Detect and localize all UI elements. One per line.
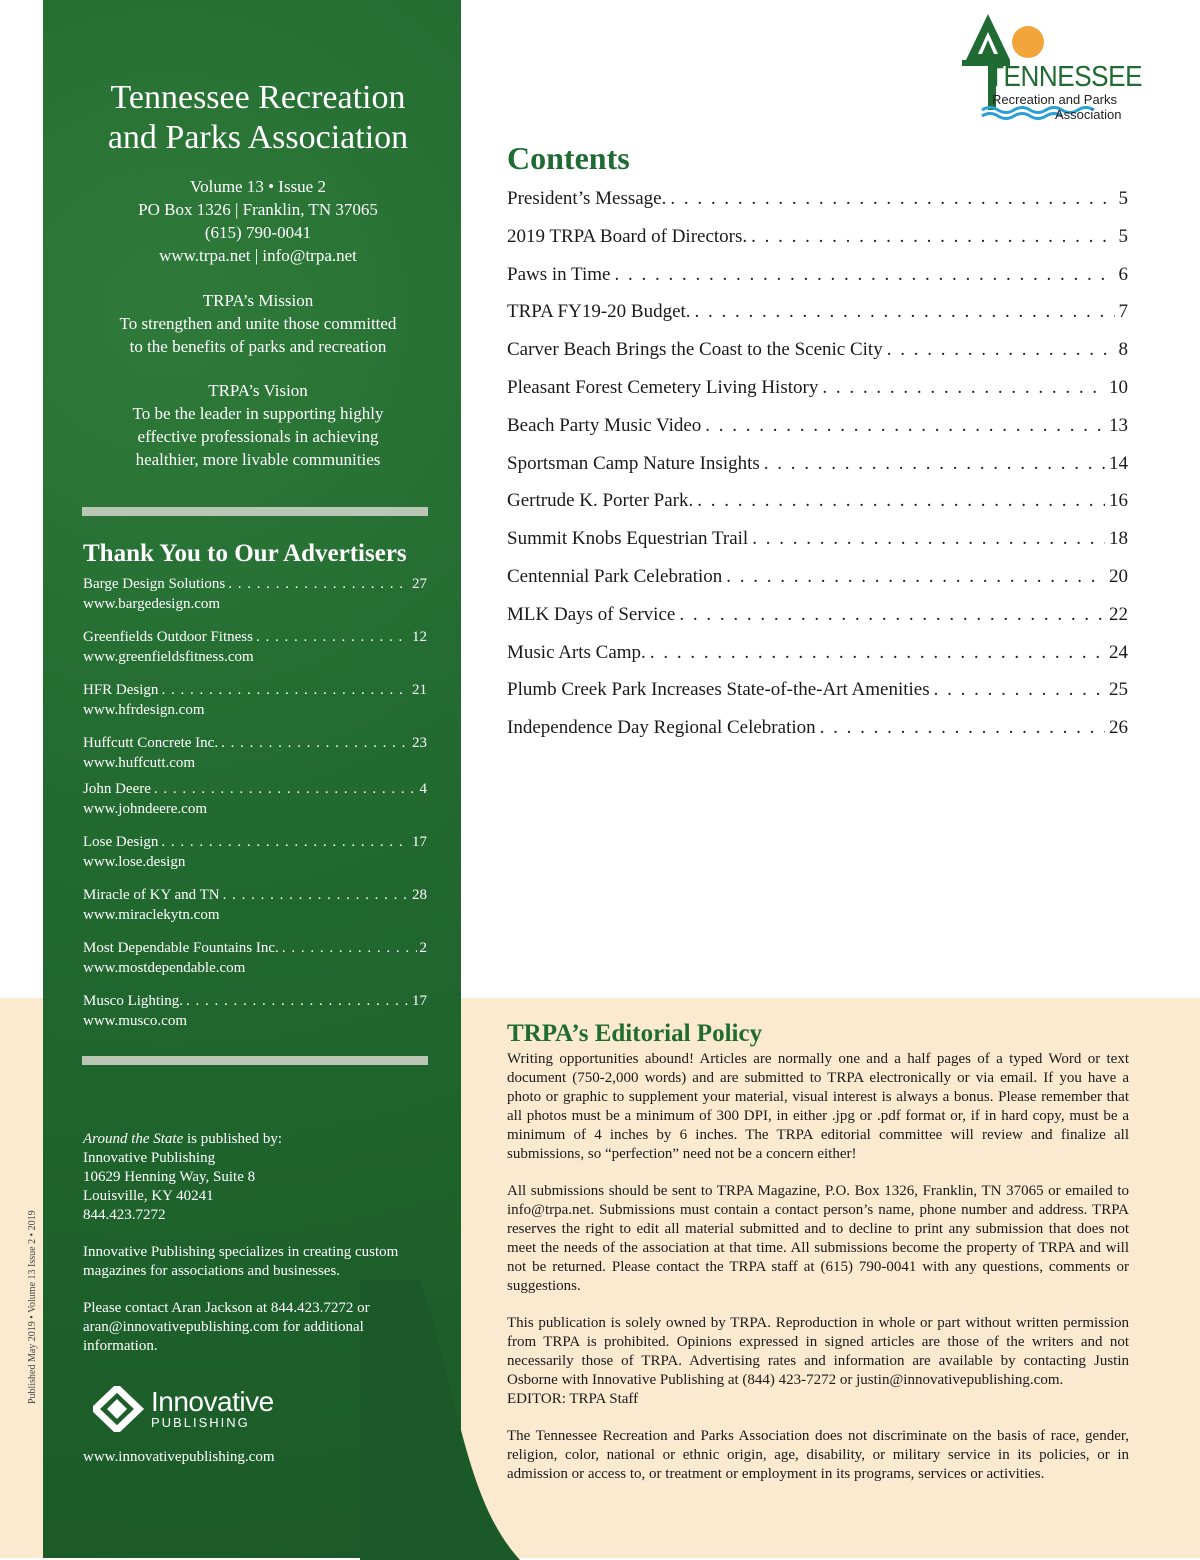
web-and-email: www.trpa.net | info@trpa.net xyxy=(159,246,357,265)
advertiser-item: HFR Design . . . 21 www.hfrdesign.com xyxy=(83,681,427,734)
logo-wordmark: TENNESSEE xyxy=(988,61,1143,93)
advertisers-heading: Thank You to Our Advertisers xyxy=(83,540,407,567)
vertical-publication-note: Published May 2019 • Volume 13 Issue 2 • 2019 xyxy=(27,1210,38,1404)
phone-number: (615) 790-0041 xyxy=(204,223,312,242)
publisher-city: Louisville, KY 40241 xyxy=(83,1188,214,1204)
toc-entry[interactable]: Beach Party Music Video . . . 13 xyxy=(507,415,1128,453)
toc-entry[interactable]: Paws in Time . . . 6 xyxy=(507,264,1128,302)
logo-subtitle: Recreation and Parks xyxy=(992,92,1118,107)
publisher-specialty: Innovative Publishing specializes in creating custom magazines for associations and businesses. xyxy=(83,1244,399,1279)
publisher-website-link[interactable]: www.innovativepublishing.com xyxy=(83,1449,275,1465)
editorial-paragraph: This publication is solely owned by TRPA. Reproduction in whole or part without written permission from TRPA is prohibited. Opinions expressed in signed articles are those of the writers and not necessarily those of TRPA. Advertising rates and information are available by contacting Justin Osborne with Innovative Publishing at (844) 423-7272 or justin@innovativepublishing.com. xyxy=(507,1315,1129,1388)
advertiser-url[interactable]: www.bargedesign.com xyxy=(83,596,221,612)
mailing-address: PO Box 1326 | Franklin, TN 37065 xyxy=(138,200,378,219)
contents-heading: Contents xyxy=(507,140,630,176)
advertiser-item: John Deere . . . 4 www.johndeere.com xyxy=(83,780,427,833)
toc-entry[interactable]: Music Arts Camp. . . . 24 xyxy=(507,642,1128,680)
editorial-policy-heading: TRPA’s Editorial Policy xyxy=(507,1020,763,1047)
mission-block: TRPA’s Mission To strengthen and unite those committed to the benefits of parks and recreation xyxy=(43,289,473,358)
divider-bar xyxy=(82,507,428,516)
advertiser-url[interactable]: www.huffcutt.com xyxy=(83,755,196,771)
advertiser-url[interactable]: www.mostdependable.com xyxy=(83,960,246,976)
publisher-info xyxy=(83,1130,433,1374)
advertiser-url[interactable]: www.musco.com xyxy=(83,1013,188,1029)
toc-entry[interactable]: Sportsman Camp Nature Insights . . . 14 xyxy=(507,453,1128,491)
toc-entry[interactable]: Pleasant Forest Cemetery Living History . . . 10 xyxy=(507,377,1128,415)
toc-entry[interactable]: Independence Day Regional Celebration . . . 26 xyxy=(507,717,1128,755)
publisher-name: Innovative Publishing xyxy=(83,1150,216,1166)
editor-credit: EDITOR: TRPA Staff xyxy=(507,1391,639,1407)
advertiser-url[interactable]: www.greenfieldsfitness.com xyxy=(83,649,254,665)
editorial-policy-body xyxy=(507,1050,1129,1502)
innovative-publishing-logo: Innovative PUBLISHING xyxy=(93,1386,274,1432)
vision-block: TRPA’s Vision To be the leader in supporting highly effective professionals in achieving healthier, more livable communities xyxy=(43,379,473,471)
advertiser-item: Greenfields Outdoor Fitness . . . 12 www.greenfieldsfitness.com xyxy=(83,628,427,681)
toc-entry[interactable]: Summit Knobs Equestrian Trail . . . 18 xyxy=(507,528,1128,566)
divider-bar xyxy=(82,1056,428,1065)
advertiser-item: Lose Design . . . 17 www.lose.design xyxy=(83,833,427,886)
advertiser-url[interactable]: www.lose.design xyxy=(83,854,186,870)
toc-entry[interactable]: TRPA FY19-20 Budget. . . . 7 xyxy=(507,301,1128,339)
toc-entry[interactable]: President’s Message. . . . 5 xyxy=(507,188,1128,226)
mission-heading: TRPA’s Mission xyxy=(202,291,314,310)
advertisers-list xyxy=(83,575,427,1045)
association-title: Tennessee Recreation and Parks Association xyxy=(107,79,409,156)
table-of-contents xyxy=(507,188,1128,755)
diamond-logo-icon xyxy=(93,1386,145,1432)
editorial-paragraph: The Tennessee Recreation and Parks Association does not discriminate on the basis of race, gender, religion, color, national or ethnic origin, age, disability, or military service in its policies, or in admission or access to, or treatment or employment in its programs, services or activities. xyxy=(507,1428,1129,1482)
toc-entry[interactable]: Plumb Creek Park Increases State-of-the-Art Amenities . . . 25 xyxy=(507,679,1128,717)
advertiser-url[interactable]: www.miraclekytn.com xyxy=(83,907,220,923)
advertiser-url[interactable]: www.hfrdesign.com xyxy=(83,702,205,718)
contact-block xyxy=(43,175,473,267)
advertiser-url[interactable]: www.johndeere.com xyxy=(83,801,207,817)
publisher-contact: Please contact Aran Jackson at 844.423.7272 or aran@innovativepublishing.com for additional information. xyxy=(83,1300,370,1354)
publisher-street: 10629 Henning Way, Suite 8 xyxy=(83,1169,256,1185)
advertiser-item: Most Dependable Fountains Inc. . . . 2 www.mostdependable.com xyxy=(83,939,427,992)
logo-subtitle-2: Association xyxy=(1055,107,1122,122)
editorial-paragraph: Writing opportunities abound! Articles are normally one and a half pages of a typed Word or text document (750-2,000 words) and are submitted to TRPA electronically or via email. If you have a photo or graphic to supplement your material, visual interest is always a bonus. Please remember that all photos must be a minimum of 300 DPI, in either .jpg or .pdf format or, if in hard copy, must be a minimum of 4 inches by 6 inches. The TRPA editorial committee will review and finalize all submissions, so “perfection” need not be a concern either! xyxy=(507,1051,1129,1162)
toc-entry[interactable]: Carver Beach Brings the Coast to the Scenic City . . . 8 xyxy=(507,339,1128,377)
publisher-phone: 844.423.7272 xyxy=(83,1207,166,1223)
toc-entry[interactable]: Gertrude K. Porter Park. . . . 16 xyxy=(507,490,1128,528)
advertiser-item: Huffcutt Concrete Inc. . . . 23 www.huffcutt.com xyxy=(83,734,427,780)
volume-issue: Volume 13 • Issue 2 xyxy=(190,177,326,196)
toc-entry[interactable]: Centennial Park Celebration . . . 20 xyxy=(507,566,1128,604)
advertiser-item: Musco Lighting. . . . 17 www.musco.com xyxy=(83,992,427,1045)
advertiser-item: Barge Design Solutions . . . 27 www.bargedesign.com xyxy=(83,575,427,628)
vision-heading: TRPA’s Vision xyxy=(208,381,308,400)
advertiser-item: Miracle of KY and TN . . . 28 www.miraclekytn.com xyxy=(83,886,427,939)
toc-entry[interactable]: MLK Days of Service . . . 22 xyxy=(507,604,1128,642)
editorial-paragraph: All submissions should be sent to TRPA Magazine, P.O. Box 1326, Franklin, TN 37065 or emailed to info@trpa.net. Submissions must contain a contact person’s name, phone number and address. TRPA reserves the right to edit all material submitted and to decline to print any submission that does not meet the needs of the association at that time. All submissions become the property of TRPA and will not be returned. Please contact the TRPA staff at (615) 790-0041 with any questions, comments or suggestions. xyxy=(507,1183,1129,1294)
toc-entry[interactable]: 2019 TRPA Board of Directors. . . . 5 xyxy=(507,226,1128,264)
publication-name: Around the State is published by: xyxy=(83,1131,283,1147)
